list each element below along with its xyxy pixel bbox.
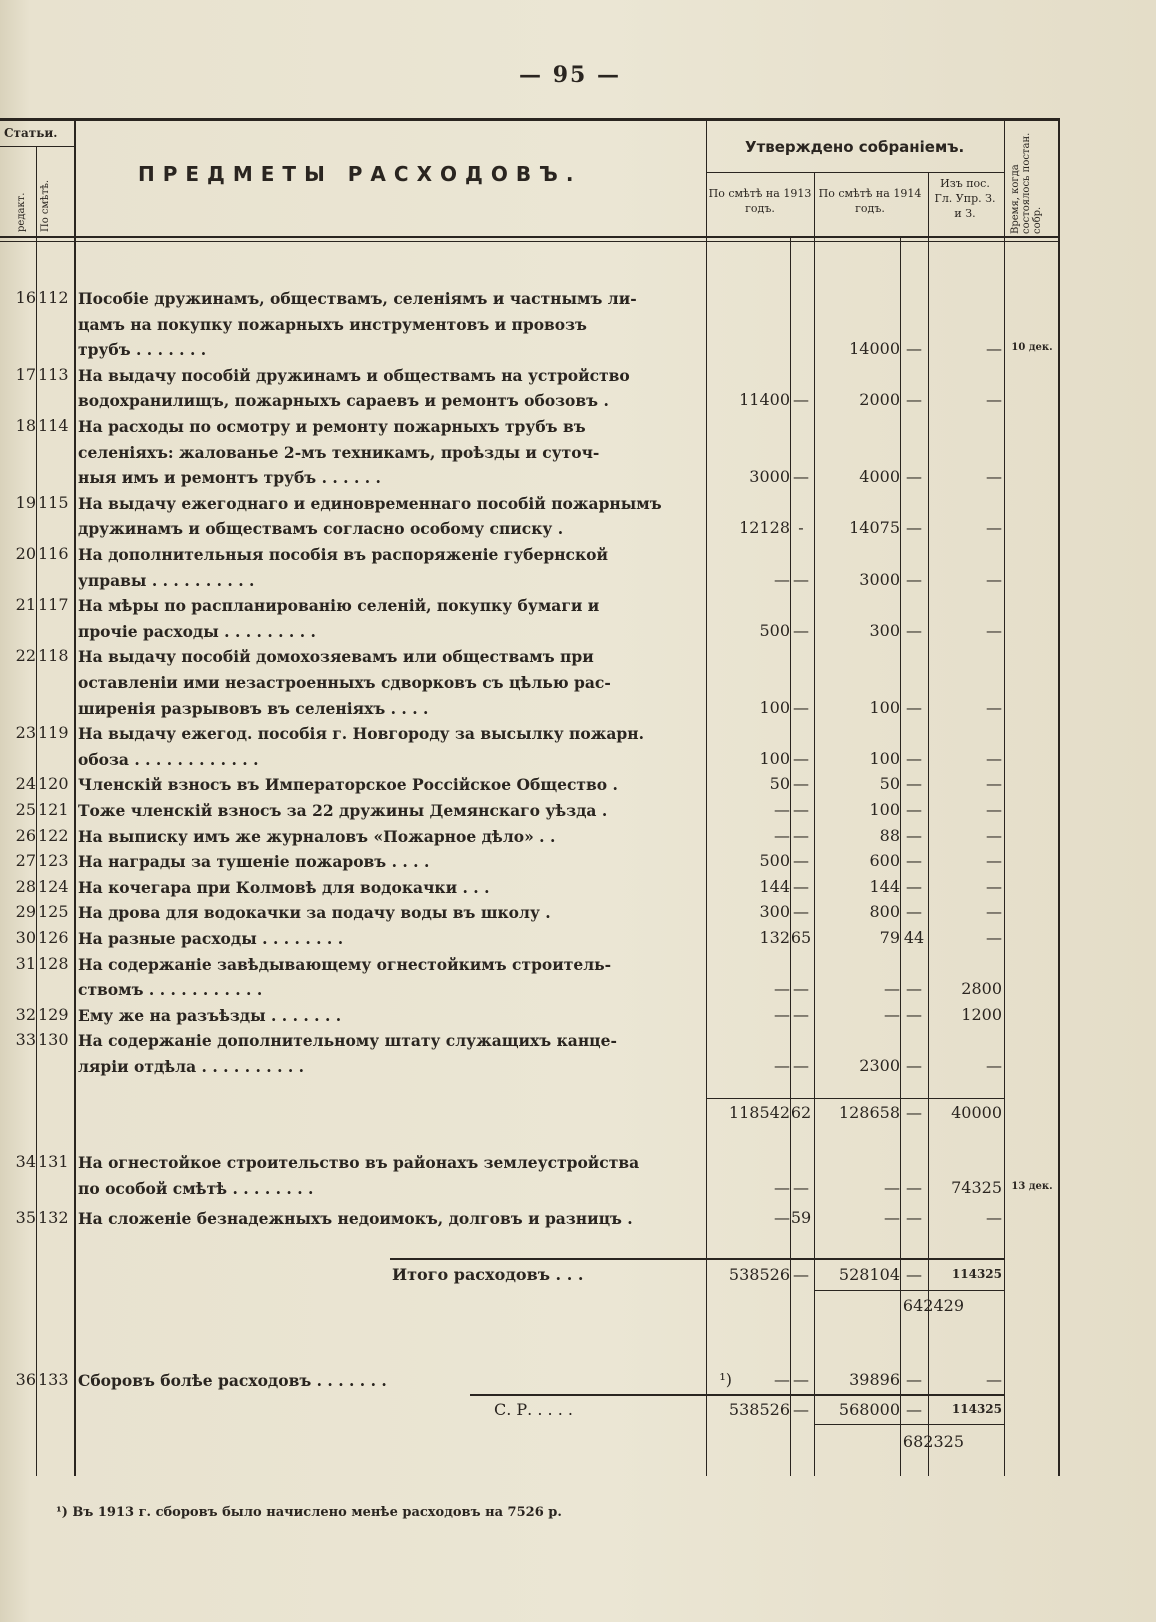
value-1913-kop: — (793, 774, 809, 794)
row-number-redakt: 20 (15, 544, 36, 563)
subtotal-1913: 118542 (728, 1103, 790, 1122)
row-number-redakt: 17 (15, 364, 36, 384)
value-gl: — (986, 467, 1002, 487)
row-description-line: Членскій взносъ въ Императорское Россійское Общество . (78, 775, 618, 795)
value-1913-kop: — (793, 902, 809, 922)
value-1914-kop: — (906, 1178, 922, 1197)
value-1914: — (884, 1004, 900, 1024)
col-po-smete-header: По смѣтѣ. (40, 179, 51, 232)
value-1913: 300 (759, 902, 790, 922)
value-1914-kop: 44 (903, 928, 925, 947)
row-number-redakt: 31 (15, 953, 36, 973)
value-1913: 144 (759, 876, 790, 896)
value-gl: 74325 (951, 1178, 1002, 1197)
value-1914: 100 (869, 748, 900, 768)
value-1913-kop: — (793, 800, 809, 819)
value-1914-kop: — (906, 748, 922, 768)
header-approved-rule (706, 172, 1004, 173)
col-1913-header: По смѣтѣ на 1913 годъ. (708, 187, 812, 215)
row-number-smeta: 116 (38, 544, 69, 563)
row-description-line: трубъ . . . . . . . (78, 340, 207, 360)
row-number-redakt: 19 (15, 492, 36, 512)
row-number-redakt: 26 (15, 825, 36, 845)
value-1913: — (774, 1004, 790, 1024)
row-description-line: дружинамъ и обществамъ согласно особому списку . (78, 519, 564, 539)
row-number-smeta: 122 (38, 825, 69, 845)
row-number-smeta: 117 (38, 595, 69, 615)
value-1914-kop: — (906, 979, 922, 999)
value-gl: 2800 (961, 979, 1002, 999)
value-1913: 11400 (739, 390, 790, 410)
row-number-redakt: 16 (15, 288, 36, 307)
value-gl: — (986, 748, 1002, 768)
value-1914-kop: — (906, 339, 922, 359)
subtotal-1913-kop: 62 (790, 1103, 812, 1122)
decision-time: 13 дек. (1011, 1181, 1053, 1192)
row-number-smeta: 118 (38, 646, 69, 666)
value-gl: — (986, 569, 1002, 589)
row-description-line: управы . . . . . . . . . . (78, 570, 255, 590)
row-description-line: На содержаніе завѣдывающему огнестойкимъ строитель- (78, 954, 612, 974)
row-number-smeta: 112 (38, 288, 69, 307)
itogo-label: Итого расходовъ . . . (392, 1265, 584, 1284)
col-time-header: Время, когда состоялось постан. собр. (1010, 132, 1043, 234)
sr-1913-kop: — (793, 1400, 809, 1419)
value-1913: — (774, 825, 790, 845)
col-gl-header: Изъ пос. Гл. Упр. З. и З. (934, 177, 996, 220)
row133-1913: — (774, 1370, 790, 1389)
value-1913: 50 (769, 774, 790, 794)
row-description-line: На выдачу ежегоднаго и единовременнаго пособій пожарнымъ (78, 493, 662, 513)
itogo-1914: 528104 (838, 1265, 900, 1284)
value-1913: 3000 (749, 467, 790, 487)
row-number-redakt: 29 (15, 902, 36, 922)
value-1913-kop: — (793, 1056, 809, 1075)
row-description-line: обоза . . . . . . . . . . . . (78, 749, 259, 769)
value-1913-kop: 59 (790, 1208, 812, 1227)
value-1913-kop: — (793, 697, 809, 717)
row133-n2: 133 (38, 1370, 69, 1389)
value-1913-kop: — (793, 620, 809, 640)
row-number-smeta: 126 (38, 928, 69, 947)
value-1913: 500 (759, 851, 790, 871)
value-1913-kop: — (793, 1004, 809, 1024)
row-description-line: цамъ на покупку пожарныхъ инструментовъ и провозъ (78, 314, 587, 334)
value-gl: — (986, 825, 1002, 845)
row-description-line: На дополнительныя пособія въ распоряженіе губернской (78, 545, 609, 564)
row133-mark: ¹) (719, 1370, 732, 1389)
sr-combined: 682325 (902, 1432, 964, 1451)
col-line-right (1058, 120, 1060, 1476)
col-line-gl (928, 172, 929, 1476)
row-number-smeta: 131 (38, 1152, 69, 1171)
row-number-redakt: 21 (15, 595, 36, 615)
value-1914: 144 (869, 876, 900, 896)
value-gl: — (986, 518, 1002, 538)
value-1913-kop: 65 (790, 928, 812, 947)
row-number-redakt: 25 (15, 800, 36, 819)
row-description-line: На расходы по осмотру и ремонту пожарныхъ трубъ въ (78, 417, 586, 436)
row133-1913-kop: — (793, 1370, 809, 1389)
row-description-line: Тоже членскій взносъ за 22 дружины Демянскаго уѣзда . (78, 801, 608, 820)
value-1914: 14000 (849, 339, 900, 359)
row133-label: Сборовъ болѣе расходовъ . . . . . . . (78, 1371, 387, 1390)
value-1914: 50 (879, 774, 900, 794)
value-1913: 12128 (739, 518, 790, 538)
row-description-line: На содержаніе дополнительному штату служащихъ канце- (78, 1031, 617, 1051)
value-1913: — (774, 1056, 790, 1075)
value-1914-kop: — (906, 800, 922, 819)
value-1914-kop: — (906, 876, 922, 896)
value-1914: 2300 (859, 1056, 900, 1075)
value-1913: — (774, 1178, 790, 1197)
row-description-line: ширенія разрывовъ въ селеніяхъ . . . . (78, 698, 429, 718)
value-1914-kop: — (906, 1208, 922, 1227)
sr-1914-kop: — (906, 1400, 922, 1419)
row-number-smeta: 114 (38, 416, 69, 435)
row-description-line: На разные расходы . . . . . . . . (78, 929, 344, 948)
column-title: ПРЕДМЕТЫ РАСХОДОВЪ. (138, 162, 582, 186)
sr-1914: 568000 (838, 1400, 900, 1419)
value-1913: 100 (759, 697, 790, 717)
value-1914: 600 (869, 851, 900, 871)
row-number-smeta: 132 (38, 1208, 69, 1227)
row-description-line: На дрова для водокачки за подачу воды въ школу . (78, 903, 551, 923)
subtotal-rule (706, 1098, 1004, 1099)
row-description-line: ныя имъ и ремонтъ трубъ . . . . . . (78, 468, 381, 488)
row-number-smeta: 123 (38, 851, 69, 871)
row-number-redakt: 22 (15, 646, 36, 666)
itogo-gl: 114325 (951, 1267, 1002, 1281)
value-1914: 79 (879, 928, 900, 947)
value-gl: — (986, 1208, 1002, 1227)
row-number-redakt: 28 (15, 876, 36, 896)
value-1914: — (884, 1178, 900, 1197)
row-number-smeta: 113 (38, 364, 69, 384)
sr-combined-rule (814, 1424, 1004, 1425)
row-number-redakt: 24 (15, 774, 36, 794)
row-description-line: по особой смѣтѣ . . . . . . . . (78, 1179, 314, 1198)
col-line-time (1004, 120, 1005, 1476)
header-statyi-rule (0, 146, 74, 147)
value-1914-kop: — (906, 518, 922, 538)
row-description-line: На выдачу пособій дружинамъ и обществамъ на устройство (78, 365, 630, 385)
value-1914: 300 (869, 620, 900, 640)
value-gl: — (986, 1056, 1002, 1075)
row-description-line: водохранилищъ, пожарныхъ сараевъ и ремонтъ обозовъ . (78, 391, 609, 411)
value-1914: 800 (869, 902, 900, 922)
sr-rule (470, 1394, 1004, 1396)
itogo-1914-kop: — (906, 1265, 922, 1284)
row-number-smeta: 125 (38, 902, 69, 922)
row-description-line: На выписку имъ же журналовъ «Пожарное дѣло» . . (78, 826, 556, 846)
value-gl: — (986, 851, 1002, 871)
row-number-smeta: 115 (38, 492, 69, 512)
value-gl: — (986, 800, 1002, 819)
sr-label: С. Р. . . . . (494, 1400, 573, 1419)
col-line-desc (74, 120, 76, 1476)
row-description-line: На сложеніе безнадежныхъ недоимокъ, долговъ и разницъ . (78, 1209, 633, 1228)
subtotal-gl: 40000 (951, 1103, 1002, 1122)
row-number-redakt: 27 (15, 851, 36, 871)
value-1914-kop: — (906, 390, 922, 410)
value-gl: — (986, 876, 1002, 896)
row133-n1: 36 (15, 1370, 36, 1389)
value-1913: 100 (759, 748, 790, 768)
value-1914-kop: — (906, 697, 922, 717)
value-gl: — (986, 902, 1002, 922)
value-1914-kop: — (906, 1056, 922, 1075)
row-number-smeta: 129 (38, 1004, 69, 1024)
row-description-line: селеніяхъ: жалованье 2-мъ техникамъ, проѣзды и суточ- (78, 442, 600, 462)
row-description-line: На огнестойкое строительство въ районахъ землеустройства (78, 1153, 640, 1172)
row-number-redakt: 32 (15, 1004, 36, 1024)
value-1913: — (774, 979, 790, 999)
header-bottom-rule-2 (0, 241, 1060, 242)
value-1914-kop: — (906, 774, 922, 794)
value-1913-kop: — (793, 876, 809, 896)
header-top-rule (0, 118, 1060, 121)
statyi-header: Статьи. (4, 126, 58, 140)
itogo-combined-rule (814, 1290, 1004, 1291)
value-1913-kop: — (793, 1178, 809, 1197)
sr-gl: 114325 (951, 1402, 1002, 1416)
row-description-line: Ему же на разъѣзды . . . . . . . (78, 1005, 342, 1025)
col-redakt-header: редакт. (16, 192, 27, 232)
row-description-line: На выдачу пособій домохозяевамъ или обществамъ при (78, 647, 594, 667)
value-1914: 100 (869, 800, 900, 819)
row-number-redakt: 30 (15, 928, 36, 947)
row133-1914-kop: — (906, 1370, 922, 1389)
footnote: ¹) Въ 1913 г. сборовъ было начислено менѣе расходовъ на 7526 р. (56, 1505, 562, 1520)
row-number-smeta: 130 (38, 1030, 69, 1050)
value-1913-kop: — (793, 748, 809, 768)
value-1914: 3000 (859, 569, 900, 589)
value-gl: — (986, 620, 1002, 640)
value-1913: — (774, 800, 790, 819)
value-gl: — (986, 339, 1002, 359)
value-1913-kop: — (793, 467, 809, 487)
value-1913: — (774, 1208, 790, 1227)
row133-1914: 39896 (849, 1370, 900, 1389)
subtotal-1914-kop: — (906, 1103, 922, 1122)
row133-gl: — (986, 1370, 1002, 1389)
row-description-line: оставленіи ими незастроенныхъ сдворковъ съ цѣлью рас- (78, 673, 611, 692)
header-bottom-rule (0, 236, 1060, 238)
row-number-redakt: 34 (15, 1152, 36, 1171)
row-number-smeta: 128 (38, 953, 69, 973)
value-1913-kop: — (793, 851, 809, 871)
value-gl: — (986, 697, 1002, 717)
row-number-smeta: 124 (38, 876, 69, 896)
value-1914-kop: — (906, 825, 922, 845)
row-description-line: На выдачу ежегод. пособія г. Новгороду за высылку пожарн. (78, 724, 645, 744)
value-1914-kop: — (906, 851, 922, 871)
decision-time: 10 дек. (1011, 342, 1053, 354)
value-1913-kop: — (793, 390, 809, 410)
value-1914-kop: — (906, 620, 922, 640)
value-gl: — (986, 390, 1002, 410)
value-1914: 4000 (859, 467, 900, 487)
col-line-num (36, 146, 37, 1476)
value-1914: 2000 (859, 390, 900, 410)
row-number-smeta: 121 (38, 800, 69, 819)
row-number-redakt: 33 (15, 1030, 36, 1050)
row-description-line: Пособіе дружинамъ, обществамъ, селеніямъ и частнымъ ли- (78, 289, 637, 308)
value-1914: 14075 (849, 518, 900, 538)
value-1914: 100 (869, 697, 900, 717)
row-number-redakt: 35 (15, 1208, 36, 1227)
col-1914-header: По смѣтѣ на 1914 годъ. (818, 187, 922, 215)
itogo-1913: 538526 (728, 1265, 790, 1284)
value-1914: — (884, 1208, 900, 1227)
value-1913-kop: — (793, 569, 809, 589)
row-description-line: ствомъ . . . . . . . . . . . (78, 980, 263, 1000)
subtotal-1914: 128658 (838, 1103, 900, 1122)
value-1914: — (884, 979, 900, 999)
row-number-smeta: 120 (38, 774, 69, 794)
row-number-redakt: 23 (15, 723, 36, 743)
value-1913: — (774, 569, 790, 589)
itogo-rule (390, 1258, 1004, 1260)
value-1913-kop: — (793, 979, 809, 999)
value-1914-kop: — (906, 467, 922, 487)
itogo-1913-kop: — (793, 1265, 809, 1284)
value-1914: 88 (879, 825, 900, 845)
value-gl: — (986, 774, 1002, 794)
sr-1913: 538526 (728, 1400, 790, 1419)
value-1913-kop: - (798, 518, 804, 538)
value-gl: 1200 (961, 1004, 1002, 1024)
value-1914-kop: — (906, 1004, 922, 1024)
row-description-line: На награды за тушеніе пожаровъ . . . . (78, 852, 430, 872)
value-1913: 132 (759, 928, 790, 947)
page-number: — 95 — (519, 62, 621, 88)
row-description-line: На мѣры по распланированію селеній, покупку бумаги и (78, 596, 600, 616)
value-1913: 500 (759, 620, 790, 640)
row-description-line: прочіе расходы . . . . . . . . . (78, 621, 316, 641)
row-description-line: На кочегара при Колмовѣ для водокачки . . . (78, 877, 490, 897)
value-1914-kop: — (906, 569, 922, 589)
value-gl: — (986, 928, 1002, 947)
value-1914-kop: — (906, 902, 922, 922)
value-1913-kop: — (793, 825, 809, 845)
row-number-redakt: 18 (15, 416, 36, 435)
row-number-smeta: 119 (38, 723, 69, 743)
row-description-line: ляріи отдѣла . . . . . . . . . . (78, 1057, 305, 1076)
itogo-combined: 642429 (902, 1296, 964, 1315)
approved-header: Утверждено собраніемъ. (745, 138, 965, 156)
